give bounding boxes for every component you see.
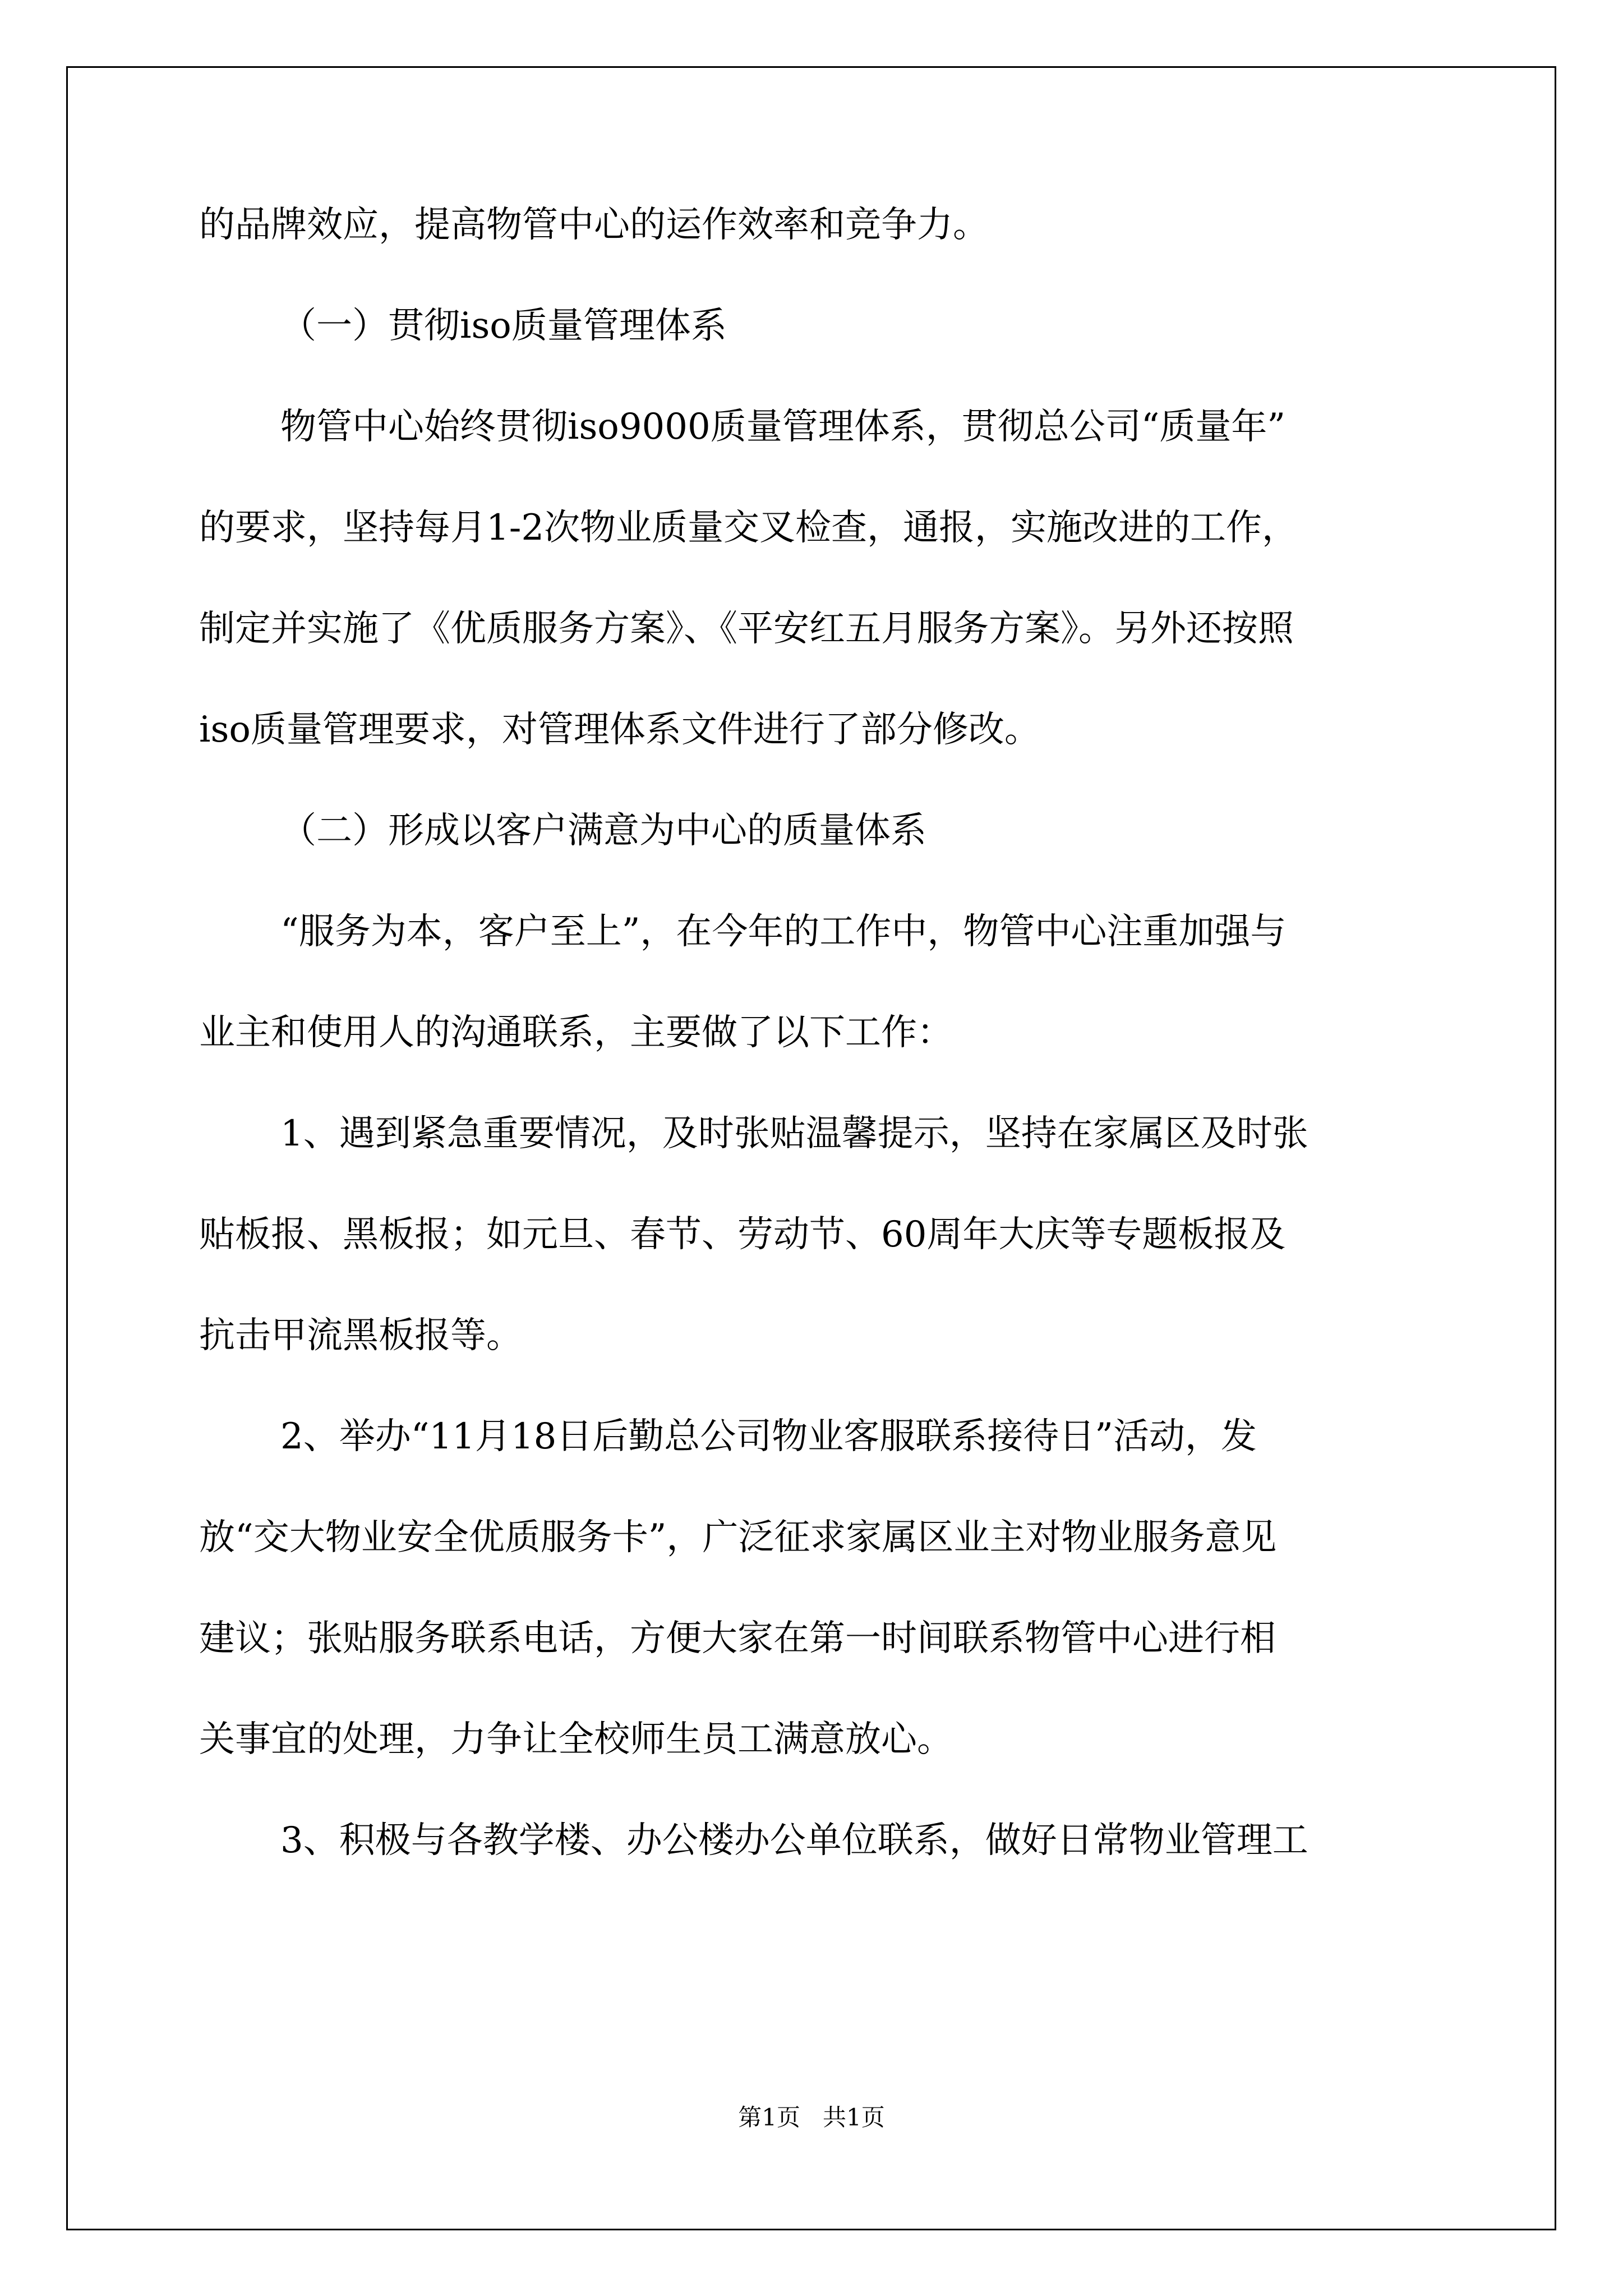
- document-body: [199, 204, 1438, 1920]
- text-line-15: 建议；张贴服务联系电话，方便大家在第一时间联系物管中心进行相: [199, 1618, 1276, 1659]
- text-line-6: iso质量管理要求，对管理体系文件进行了部分修改。: [199, 709, 1040, 751]
- text-line-10: 1、遇到紧急重要情况，及时张贴温馨提示，坚持在家属区及时张: [280, 1113, 1308, 1154]
- text-line-14: 放“交大物业安全优质服务卡”，广泛征求家属区业主对物业服务意见: [199, 1517, 1277, 1558]
- text-line-9: 业主和使用人的沟通联系，主要做了以下工作：: [199, 1012, 953, 1053]
- text-line-8: “服务为本，客户至上”，在今年的工作中，物管中心注重加强与: [280, 911, 1287, 953]
- text-line-16: 关事宜的处理，力争让全校师生员工满意放心。: [199, 1719, 953, 1760]
- text-line-17: 3、积极与各教学楼、办公楼办公单位联系，做好日常物业管理工: [280, 1820, 1308, 1861]
- text-line-5: 制定并实施了《优质服务方案》、《平安红五月服务方案》。另外还按照: [199, 608, 1294, 650]
- text-line-11: 贴板报、黑板报；如元旦、春节、劳动节、60周年大庆等专题板报及: [199, 1214, 1286, 1255]
- text-line-4: 的要求，坚持每月1-2次物业质量交叉检查，通报，实施改进的工作，: [199, 507, 1298, 549]
- text-line-12: 抗击甲流黑板报等。: [199, 1315, 522, 1356]
- text-line-1: 的品牌效应，提高物管中心的运作效率和竞争力。: [199, 204, 989, 246]
- page-footer: 第1页 共1页: [738, 2104, 885, 2131]
- section-heading-2: （二）形成以客户满意为中心的质量体系: [280, 810, 926, 852]
- section-heading-1: （一）贯彻iso质量管理体系: [280, 305, 727, 347]
- text-line-13: 2、举办“11月18日后勤总公司物业客服联系接待日”活动，发: [280, 1416, 1257, 1457]
- text-line-3: 物管中心始终贯彻iso9000质量管理体系，贯彻总公司“质量年”: [280, 406, 1286, 448]
